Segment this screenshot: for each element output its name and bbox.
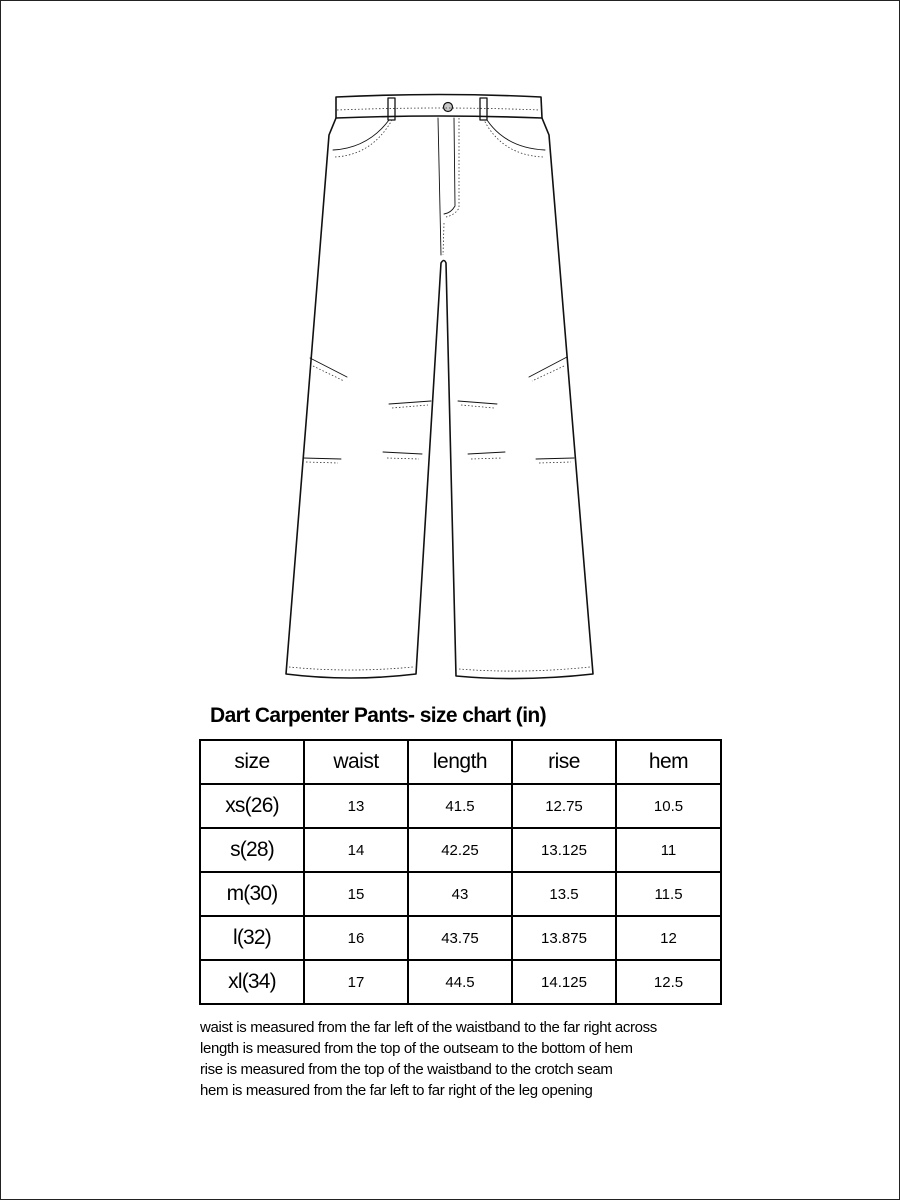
waist-cell: 14 [304, 828, 408, 872]
table-row [200, 960, 721, 1004]
length-cell: 44.5 [408, 960, 512, 1004]
rise-cell: 12.75 [512, 784, 616, 828]
length-cell: 42.25 [408, 828, 512, 872]
table-row [200, 916, 721, 960]
note-waist: waist is measured from the far left of the waistband to the far right across [200, 1019, 657, 1036]
waist-cell: 16 [304, 916, 408, 960]
note-hem: hem is measured from the far left to far right of the leg opening [200, 1082, 593, 1099]
size-cell: s(28) [200, 828, 304, 872]
length-cell: 43 [408, 872, 512, 916]
hem-cell: 10.5 [616, 784, 721, 828]
rise-cell: 13.5 [512, 872, 616, 916]
header-waist: waist [304, 740, 408, 784]
length-cell: 43.75 [408, 916, 512, 960]
note-length: length is measured from the top of the outseam to the bottom of hem [200, 1040, 633, 1057]
measurement-notes [200, 1017, 657, 1101]
header-size: size [200, 740, 304, 784]
rise-cell: 13.875 [512, 916, 616, 960]
table-row [200, 784, 721, 828]
size-cell: m(30) [200, 872, 304, 916]
size-chart-table [199, 739, 722, 1005]
length-cell: 41.5 [408, 784, 512, 828]
carpenter-pants-flat-sketch-icon [270, 85, 630, 685]
size-chart-title: Dart Carpenter Pants- size chart (in) [210, 704, 547, 727]
table-header-row [200, 740, 721, 784]
table-row [200, 828, 721, 872]
header-hem: hem [616, 740, 721, 784]
waist-cell: 17 [304, 960, 408, 1004]
waist-cell: 15 [304, 872, 408, 916]
size-cell: xl(34) [200, 960, 304, 1004]
note-rise: rise is measured from the top of the waistband to the crotch seam [200, 1061, 613, 1078]
table-row [200, 872, 721, 916]
rise-cell: 14.125 [512, 960, 616, 1004]
hem-cell: 12 [616, 916, 721, 960]
rise-cell: 13.125 [512, 828, 616, 872]
size-cell: xs(26) [200, 784, 304, 828]
hem-cell: 12.5 [616, 960, 721, 1004]
size-cell: l(32) [200, 916, 304, 960]
header-length: length [408, 740, 512, 784]
hem-cell: 11 [616, 828, 721, 872]
header-rise: rise [512, 740, 616, 784]
waist-cell: 13 [304, 784, 408, 828]
hem-cell: 11.5 [616, 872, 721, 916]
